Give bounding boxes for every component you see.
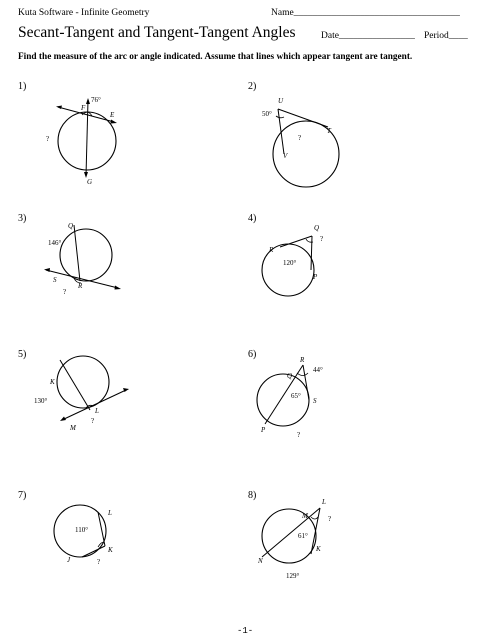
- point-label-M: M: [302, 512, 308, 520]
- given-arc-label: 130°: [34, 397, 48, 405]
- unknown-label: ?: [298, 134, 302, 142]
- given-arc-label: 129°: [286, 572, 300, 580]
- point-label-S: S: [53, 276, 57, 284]
- worksheet-title: Secant-Tangent and Tangent-Tangent Angles: [18, 24, 296, 41]
- point-label-K: K: [108, 546, 113, 554]
- given-arc-label: 120°: [283, 259, 297, 267]
- point-label-R: R: [300, 356, 305, 364]
- given-angle-label: 44°: [313, 366, 323, 374]
- software-label: Kuta Software - Infinite Geometry: [18, 8, 150, 18]
- given-angle-label: 61°: [298, 532, 308, 540]
- point-label-R: R: [269, 246, 274, 254]
- point-label-K: K: [50, 378, 55, 386]
- problem-number-6: 6): [248, 349, 257, 360]
- problem-number-8: 8): [248, 490, 257, 501]
- point-label-L: L: [95, 407, 99, 415]
- angle-mark: [311, 517, 318, 519]
- instructions: Find the measure of the arc or angle indicated. Assume that lines which appear tangent are tangent.: [18, 52, 413, 62]
- problem-number-2: 2): [248, 81, 257, 92]
- problem-number-5: 5): [18, 349, 27, 360]
- point-label-L: L: [108, 509, 112, 517]
- problem-number-7: 7): [18, 490, 27, 501]
- point-label-Q: Q: [287, 372, 293, 380]
- point-label-R: R: [78, 282, 83, 290]
- given-arc-label: 110°: [75, 526, 89, 534]
- point-label-E: E: [110, 111, 115, 119]
- given-angle-label: 76°: [91, 96, 101, 104]
- unknown-label: ?: [320, 235, 324, 243]
- given-arc-label: 65°: [291, 392, 301, 400]
- unknown-label: ?: [97, 558, 101, 566]
- unknown-label: ?: [91, 417, 95, 425]
- unknown-label: ?: [63, 288, 67, 296]
- problem-number-1: 1): [18, 81, 27, 92]
- unknown-label: ?: [328, 515, 332, 523]
- unknown-label: ?: [297, 431, 301, 439]
- point-label-P: P: [261, 426, 266, 434]
- date-field[interactable]: Date________________: [321, 31, 415, 41]
- point-label-Q: Q: [314, 224, 320, 232]
- secant-line-8: [262, 508, 320, 557]
- problem-number-4: 4): [248, 213, 257, 224]
- point-label-U: U: [278, 97, 284, 105]
- problem-number-3: 3): [18, 213, 27, 224]
- page-number: -1-: [237, 626, 254, 636]
- point-label-L: L: [322, 498, 326, 506]
- point-label-N: N: [258, 557, 263, 565]
- point-label-M: M: [70, 424, 76, 432]
- point-label-F: F: [81, 104, 86, 112]
- period-field[interactable]: Period____: [424, 31, 468, 41]
- point-label-K: K: [316, 545, 321, 553]
- point-label-J: J: [67, 556, 71, 564]
- point-label-T: T: [327, 127, 331, 135]
- point-label-V: V: [283, 152, 288, 160]
- unknown-label: ?: [46, 135, 50, 143]
- point-label-P: P: [313, 273, 318, 281]
- point-label-G: G: [87, 178, 93, 186]
- point-label-S: S: [313, 397, 317, 405]
- given-arc-label: 146°: [48, 239, 62, 247]
- name-field[interactable]: Name___________________________________: [271, 8, 460, 18]
- point-label-Q: Q: [68, 222, 74, 230]
- given-angle-label: 50°: [262, 110, 272, 118]
- circle-8: [262, 509, 316, 563]
